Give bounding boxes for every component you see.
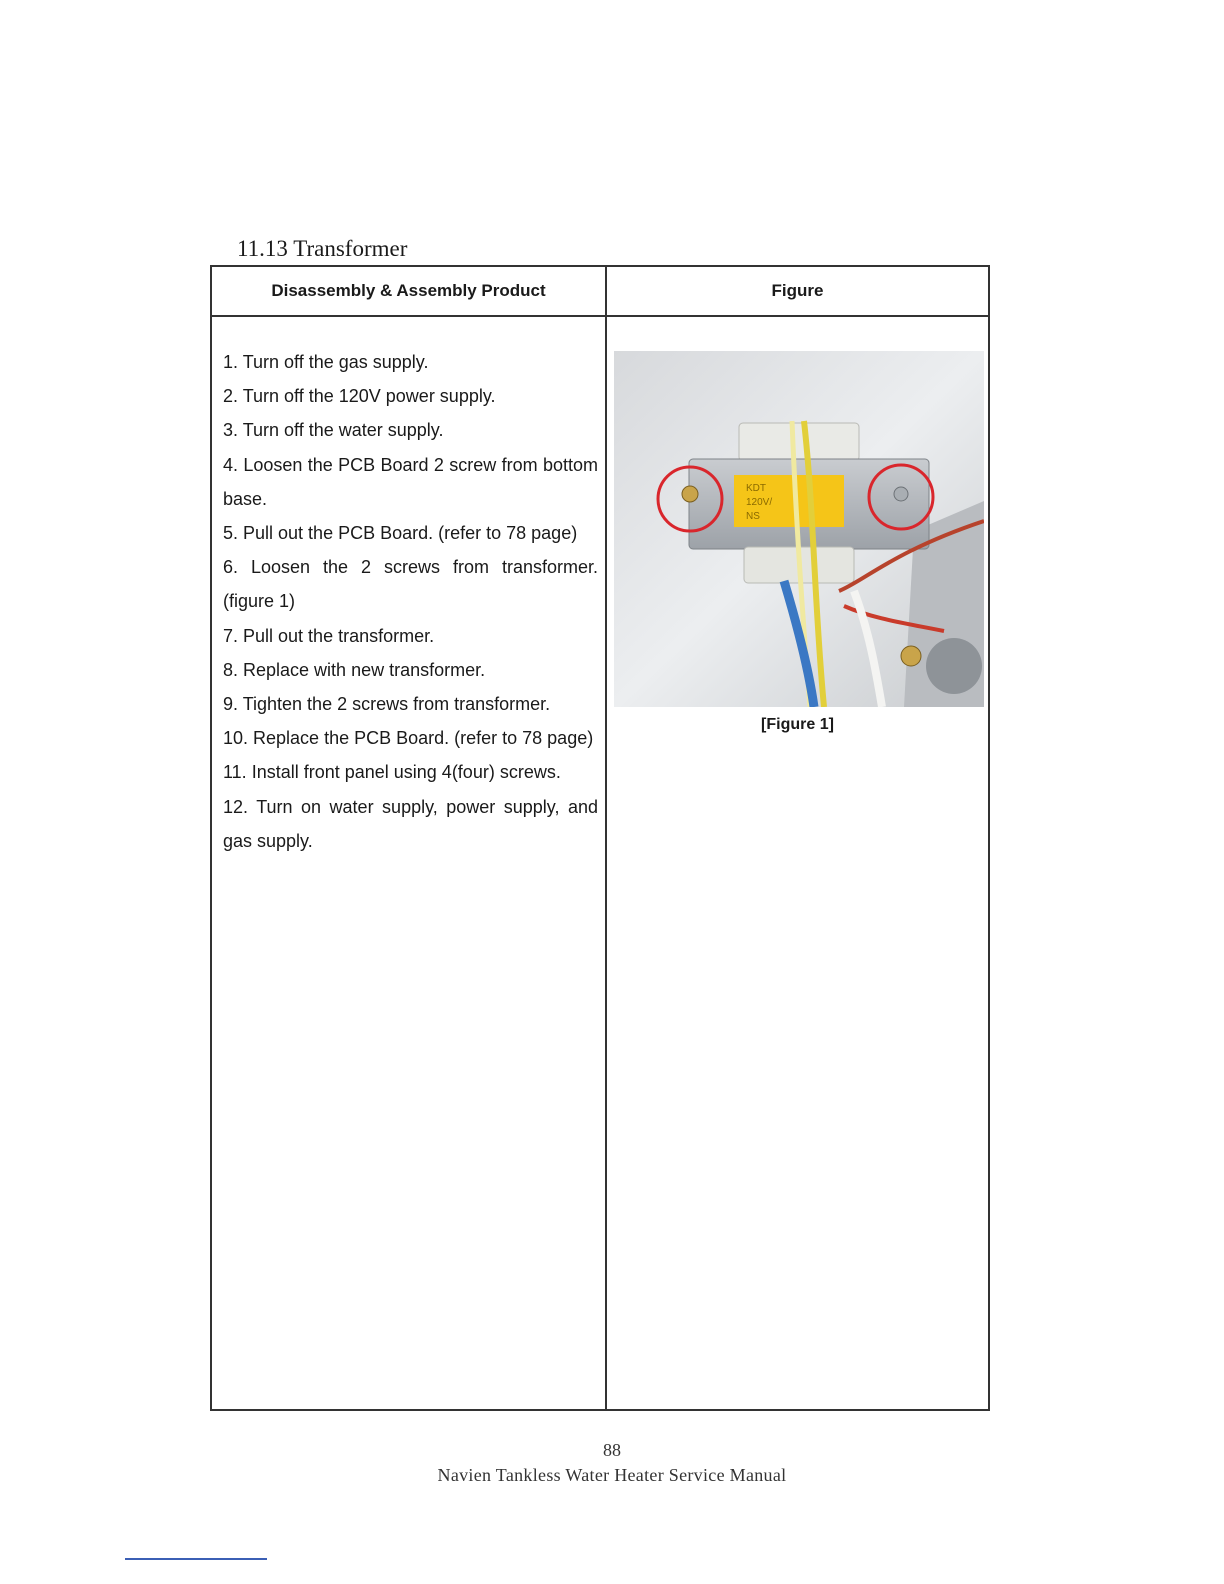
procedure-table	[210, 265, 990, 1411]
header-procedure: Disassembly & Assembly Product	[271, 281, 546, 300]
step-item: 3. Turn off the water supply.	[223, 420, 444, 441]
step-item: 8. Replace with new transformer.	[223, 659, 486, 680]
step-item: 5. Pull out the PCB Board. (refer to 78 page)	[223, 523, 578, 544]
step-item: 12. Turn on water supply, power supply, and gas supply.	[223, 796, 598, 851]
footer-rule	[125, 1558, 267, 1560]
figure-caption: [Figure 1]	[761, 716, 834, 733]
column-divider	[605, 267, 607, 1409]
step-item: 9. Tighten the 2 screws from transformer.	[223, 694, 551, 715]
step-item: 4. Loosen the PCB Board 2 screw from bottom base.	[223, 454, 598, 509]
step-item: 10. Replace the PCB Board. (refer to 78 page)	[223, 728, 594, 749]
coil-bobbin-top	[739, 423, 859, 461]
left-screw	[682, 486, 698, 502]
step-item: 11. Install front panel using 4(four) screws.	[223, 762, 561, 783]
table-header-row	[212, 267, 988, 317]
fan-housing	[926, 638, 982, 694]
header-figure: Figure	[771, 281, 824, 300]
section-title: 11.13 Transformer	[237, 236, 408, 261]
right-screw	[894, 487, 908, 501]
manual-title: Navien Tankless Water Heater Service Manual	[437, 1465, 787, 1485]
step-item: 1. Turn off the gas supply.	[223, 352, 429, 372]
label-line-3: NS	[746, 511, 760, 522]
ground-screw	[901, 646, 921, 666]
label-line-2: 120V/	[746, 497, 773, 508]
step-item: 6. Loosen the 2 screws from transformer. (figure 1)	[223, 557, 598, 612]
page-number: 88	[603, 1440, 621, 1460]
label-line-1: KDT	[746, 483, 766, 494]
step-item: 7. Pull out the transformer.	[223, 625, 435, 646]
transformer-photo	[614, 351, 984, 707]
step-item: 2. Turn off the 120V power supply.	[223, 386, 496, 407]
steps-list	[223, 345, 598, 858]
